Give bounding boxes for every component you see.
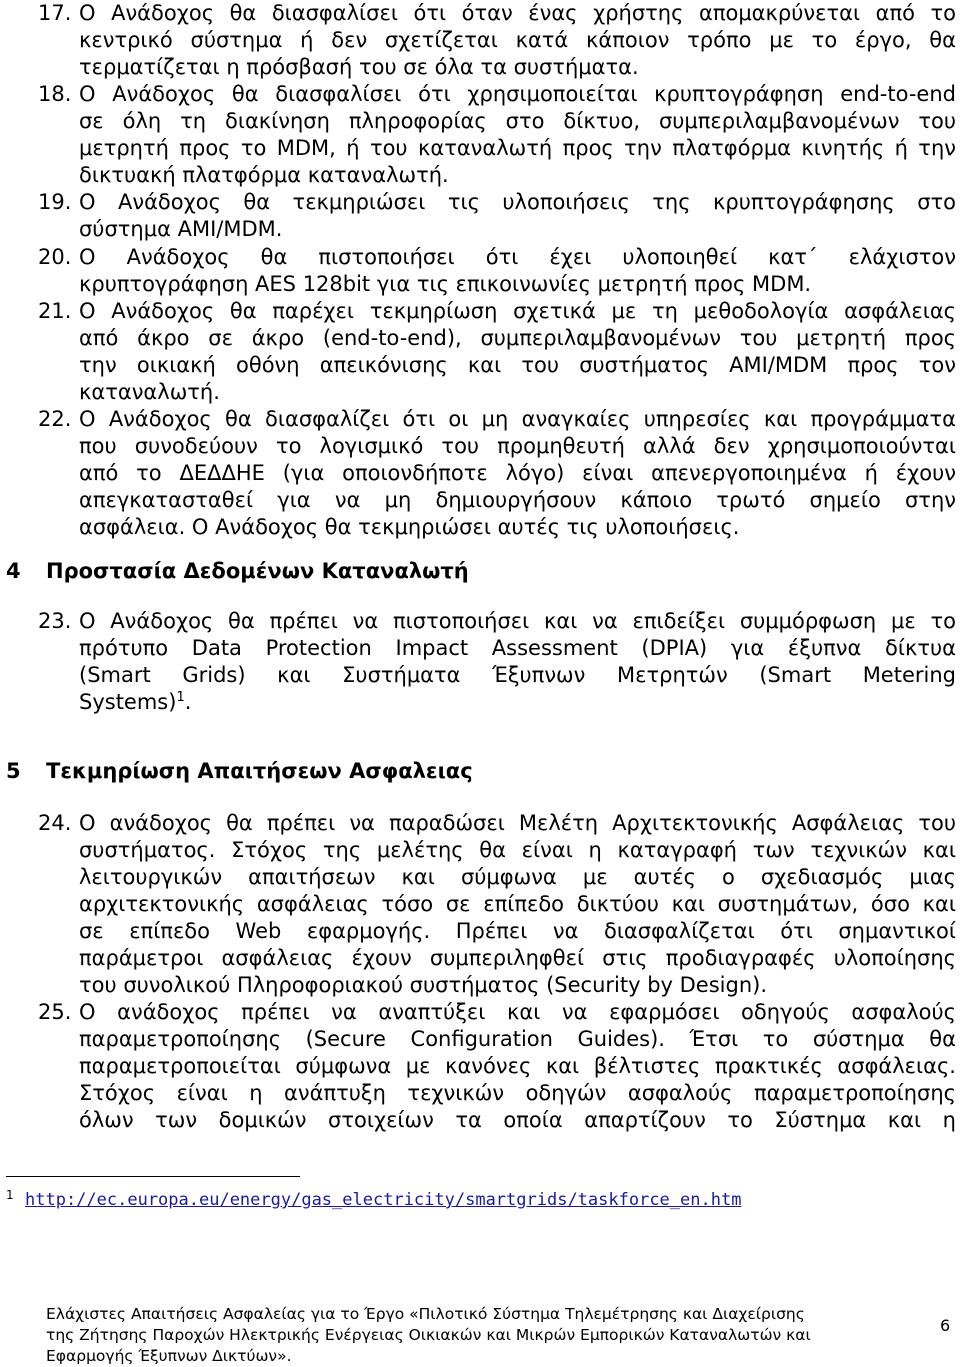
footnote-marker: 1 xyxy=(6,1188,14,1202)
item-line: Ο Ανάδοχος θα τεκμηριώσει τις υλοποιήσεις της κρυπτογράφησης στο xyxy=(79,190,956,214)
item-number: 20. xyxy=(38,245,72,269)
item-line: από άκρο σε άκρο (end-to-end), συμπεριλαμβανομένων του μετρητή προς xyxy=(79,326,956,350)
item-line: (Smart Grids) και Συστήματα Έξυπνων Μετρητών (Smart Metering xyxy=(79,663,956,687)
item-number: 21. xyxy=(38,299,72,323)
footer-line: Ελάχιστες Απαιτήσεις Ασφαλείας για το Έργο «Πιλοτικό Σύστημα Τηλεμέτρησης και Διαχείρισης xyxy=(46,1305,805,1323)
footnote-reference[interactable]: 1 xyxy=(176,690,185,705)
item-line: όλων των δομικών στοιχείων τα οποία απαρτίζουν το Σύστημα και η xyxy=(79,1108,956,1132)
item-line: παραμετροποίησης (Secure Configuration Guides). Έτσι το σύστημα θα xyxy=(79,1027,956,1051)
item-line: σύστημα AMI/MDM. xyxy=(79,217,283,241)
item-line: δικτυακή πλατφόρμα καταναλωτή. xyxy=(79,163,449,187)
item-line: απεγκατασταθεί για να μη δημιουργήσουν κάποιο τρωτό σημείο στην xyxy=(79,488,956,512)
item-line: που συνοδεύουν το λογισμικό του προμηθευτή αλλά δεν χρησιμοποιούνται xyxy=(79,434,956,458)
item-line: συστήματος. Στόχος της μελέτης θα είναι η καταγραφή των τεχνικών και xyxy=(79,838,956,862)
item-line: σε επίπεδο Web εφαρμογής. Πρέπει να διασφαλίζεται ότι σημαντικοί xyxy=(79,919,956,943)
item-number: 17. xyxy=(38,1,72,25)
item-line: Ο Ανάδοχος θα διασφαλίσει ότι χρησιμοποιείται κρυπτογράφηση end-to-end xyxy=(79,82,956,106)
item-line: σε όλη τη διακίνηση πληροφορίας στο δίκτυο, συμπεριλαμβανομένων του xyxy=(79,109,956,133)
section-4-title: Προστασία Δεδομένων Καταναλωτή xyxy=(46,559,469,583)
item-line: Ο ανάδοχος πρέπει να αναπτύξει και να εφαρμόσει οδηγούς ασφαλούς xyxy=(79,1000,956,1024)
section-5-number: 5 xyxy=(6,759,21,783)
item-line: λειτουργικών απαιτήσεων και σύμφωνα με αυτές ο σχεδιασμός μιας xyxy=(79,865,956,889)
item-line: Ο ανάδοχος θα πρέπει να παραδώσει Μελέτη Αρχιτεκτονικής Ασφάλειας του xyxy=(79,811,956,835)
footer-line: της Ζήτησης Παροχών Ηλεκτρικής Ενέργειας Οικιακών και Μικρών Εμπορικών Καταναλωτών και xyxy=(46,1326,811,1344)
item-line: κεντρικό σύστημα ή δεν σχετίζεται κατά κάποιον τρόπο με το έργο, θα xyxy=(79,28,956,52)
footer-line: Εφαρμογής Έξυπνων Δικτύων». xyxy=(46,1347,292,1365)
item-line: Ο Ανάδοχος θα πρέπει να πιστοποιήσει και να επιδείξει συμμόρφωση με το xyxy=(79,609,956,633)
item-number: 22. xyxy=(38,407,72,431)
item-line: του συνολικού Πληροφοριακού συστήματος (Security by Design). xyxy=(79,973,768,997)
item-line: Στόχος είναι η ανάπτυξη τεχνικών οδηγών ασφαλούς παραμετροποίησης xyxy=(79,1081,956,1105)
item-number: 24. xyxy=(38,811,72,835)
item-number: 18. xyxy=(38,82,72,106)
footnote-link[interactable]: http://ec.europa.eu/energy/gas_electricity/smartgrids/taskforce_en.htm xyxy=(25,1190,742,1210)
item-line: Ο Ανάδοχος θα πιστοποιήσει ότι έχει υλοποιηθεί κατ΄ ελάχιστον xyxy=(79,245,956,269)
item-line: Ο Ανάδοχος θα παρέχει τεκμηρίωση σχετικά με τη μεθοδολογία ασφάλειας xyxy=(79,299,956,323)
item-period: . xyxy=(184,690,192,714)
item-line: ασφάλεια. Ο Ανάδοχος θα τεκμηριώσει αυτές τις υλοποιήσεις. xyxy=(79,515,740,539)
item-line: αρχιτεκτονικής ασφάλειας τόσο σε επίπεδο δικτύου και συστημάτων, όσο και xyxy=(79,892,956,916)
item-line: Ο Ανάδοχος θα διασφαλίσει ότι όταν ένας χρήστης απομακρύνεται από το xyxy=(79,1,956,25)
page-number: 6 xyxy=(940,1316,951,1335)
item-line: Ο Ανάδοχος θα διασφαλίζει ότι οι μη αναγκαίες υπηρεσίες και προγράμματα xyxy=(79,407,956,431)
item-line: καταναλωτή. xyxy=(79,380,220,404)
footnote-divider xyxy=(6,1176,300,1177)
section-5-title: Τεκμηρίωση Απαιτήσεων Ασφαλειας xyxy=(46,759,473,783)
item-number: 25. xyxy=(38,1000,72,1024)
item-line: παραμετροποιείται σύμφωνα με κανόνες και βέλτιστες πρακτικές ασφάλειας. xyxy=(79,1054,956,1078)
item-line: πρότυπο Data Protection Impact Assessment (DPIA) για έξυπνα δίκτυα xyxy=(79,636,956,660)
item-text: Systems) xyxy=(79,690,177,714)
section-4-number: 4 xyxy=(6,559,21,583)
item-line-last xyxy=(79,689,956,716)
item-line: την οικιακή οθόνη απεικόνισης και του συστήματος AMI/MDM προς τον xyxy=(79,353,956,377)
item-line: μετρητή προς το MDM, ή του καταναλωτή προς την πλατφόρμα κινητής ή την xyxy=(79,136,956,160)
item-line: παράμετροι ασφάλειας έχουν συμπεριληφθεί στις προδιαγραφές υλοποίησης xyxy=(79,946,956,970)
item-line: από το ΔΕΔΔΗΕ (για οποιονδήποτε λόγο) είναι απενεργοποιημένα ή έχουν xyxy=(79,461,956,485)
item-line: τερματίζεται η πρόσβασή του σε όλα τα συστήματα. xyxy=(79,55,639,79)
item-number: 23. xyxy=(38,609,72,633)
item-number: 19. xyxy=(38,190,72,214)
item-line: κρυπτογράφηση AES 128bit για τις επικοινωνίες μετρητή προς MDM. xyxy=(79,272,812,296)
